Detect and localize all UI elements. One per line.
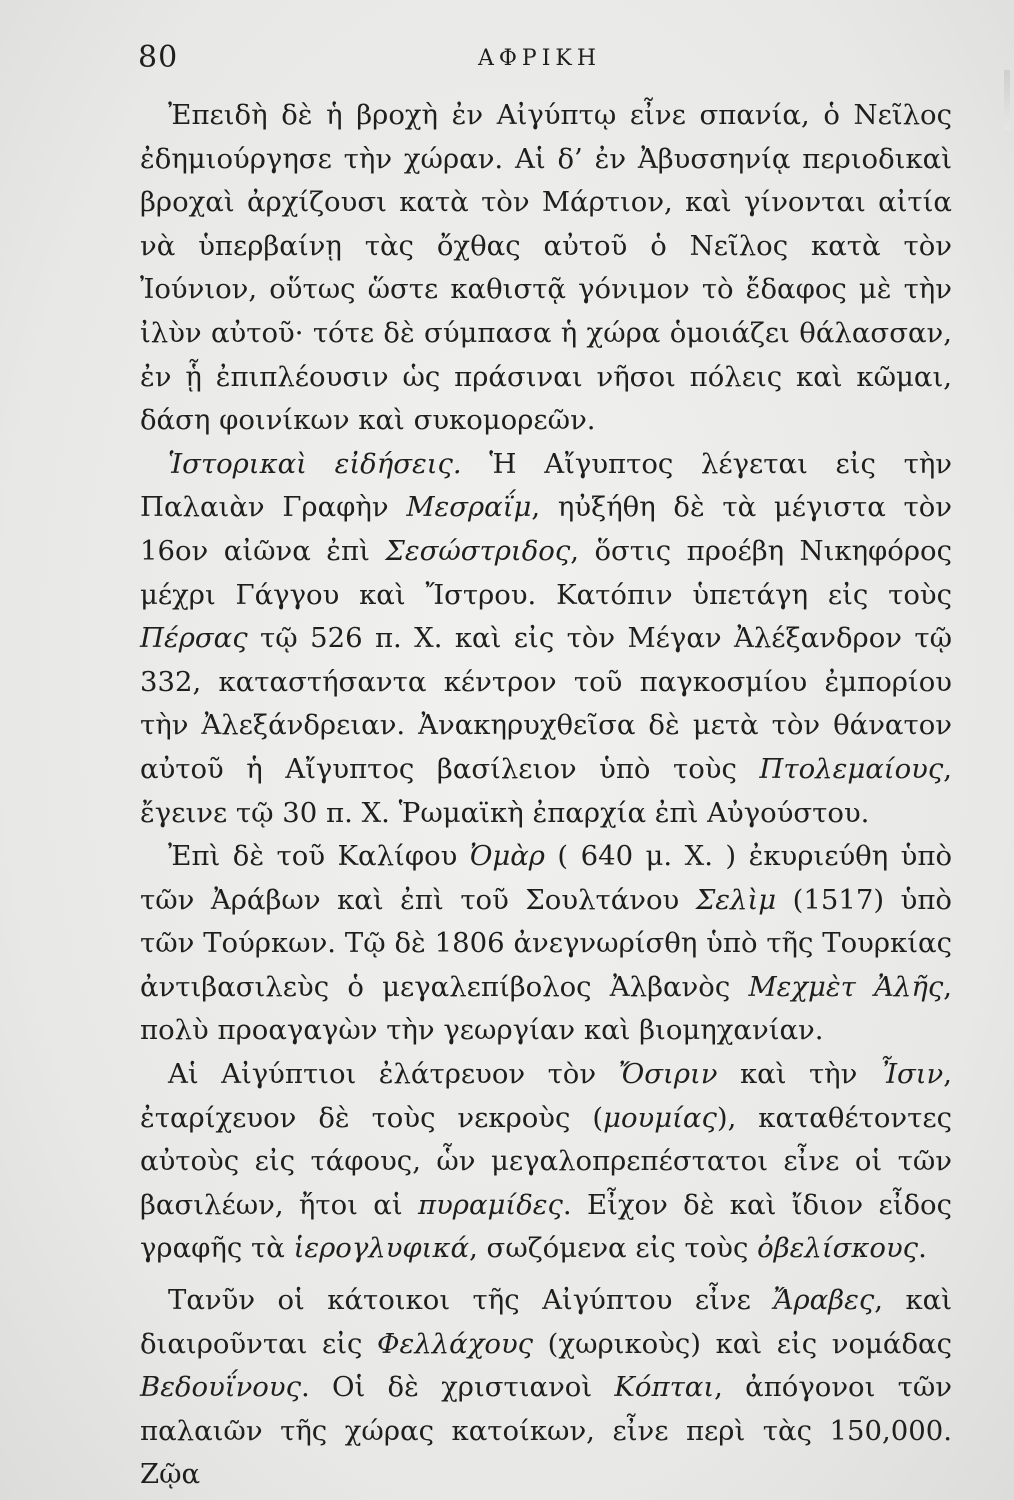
text-run: (1517) ὑπὸ τῶν Τούρκων. Τῷ δὲ 1806 ἀνεγνωρίσθη ὑπὸ τῆς Τουρκίας ἀντιβασιλεὺς ὁ μεγαλεπίβολος Ἀλβανὸς [140,883,952,1003]
body-text [140,94,952,1497]
paragraph-inhabitants [140,1279,952,1497]
text-run: τῷ 526 π. Χ. καὶ εἰς τὸν Μέγαν Ἀλέξανδρον τῷ 332, καταστήσαντα κέντρον τοῦ παγκοσμίου ἐμπορίου τὴν Ἀλεξάνδρειαν. Ἀνακηρυχθεῖσα δὲ μετὰ τὸν θάνατον αὐτοῦ ἡ Αἴγυπτος βασίλειον ὑπὸ τοὺς [140,622,952,785]
italic-term: Σελὶμ [695,883,777,916]
text-run: Τανῦν οἱ κάτοικοι τῆς Αἰγύπτου εἶνε [168,1284,774,1317]
italic-term: Ἱστορικαὶ εἰδήσεις. [168,447,462,480]
text-run: , ἔγεινε τῷ 30 π. Χ. Ῥωμαϊκὴ ἐπαρχία ἐπὶ Αὐγούστου. [140,752,952,829]
italic-term: Βεδουΐνους [140,1371,301,1404]
text-run: Ἐπειδὴ δὲ ἡ βροχὴ ἐν Αἰγύπτῳ εἶνε σπανία, ὁ Νεῖλος ἐδημιούργησε τὴν χώραν. Αἱ δ’ ἐν Ἀβυσσηνίᾳ περιοδικαὶ βροχαὶ ἀρχίζουσι κατὰ τὸν Μάρτιον, καὶ γίνονται αἰτία νὰ ὑπερβαίνῃ τὰς ὄχθας αὐτοῦ ὁ Νεῖλος κατὰ τὸν Ἰούνιον, οὕτως ὥστε καθιστᾷ γόνιμον τὸ ἔδαφος μὲ τὴν ἰλὺν αὐτοῦ· τότε δὲ σύμπασα ἡ χώρα ὁμοιάζει θάλασσαν, ἐν ᾗ ἐπιπλέουσιν ὡς πράσιναι νῆσοι πόλεις καὶ κῶμαι, δάση φοινίκων καὶ συκομορεῶν. [140,99,952,437]
page-edge-shadow [1004,70,1010,130]
italic-term: Σεσώστριδος [385,534,571,567]
text-run: Ἡ Αἴγυπτος λέγεται εἰς τὴν Παλαιὰν Γραφὴν [140,447,953,524]
italic-term: Κόπται [614,1371,715,1404]
italic-term: ἱερογλυφικά [293,1232,470,1265]
italic-term: Ἄραβες [773,1284,875,1317]
text-run: , ηὐξήθη δὲ τὰ μέγιστα τὸν 16ον αἰῶνα ἐπὶ [140,491,953,567]
text-run: Ἐπὶ δὲ τοῦ Καλίφου [168,840,470,873]
italic-term: Μεσραΐμ [406,491,532,524]
paragraph-historical-notes [140,443,952,835]
italic-term: πυραμίδες [418,1188,563,1221]
text-run: , ὅστις προέβη Νικηφόρος μέχρι Γάγγου καὶ Ἴστρου. Κατόπιν ὑπετάγη εἰς τοὺς [140,534,952,611]
text-run: . Οἱ δὲ χριστιανοὶ [300,1371,615,1404]
running-header [138,40,958,80]
italic-term: Φελλάχους [377,1327,534,1360]
italic-term: Ὄσιριν [618,1058,718,1091]
italic-term: Ὀμὰρ [469,840,545,873]
italic-term: μουμίας [603,1101,717,1134]
italic-term: Πτολεμαίους [759,752,944,785]
text-run: , ἐταρίχευον δὲ τοὺς νεκροὺς ( [140,1058,952,1134]
italic-term: Μεχμὲτ Ἀλῆς [748,970,944,1003]
text-run: , καὶ διαιροῦνται εἰς [140,1284,952,1360]
text-run: καὶ τὴν [717,1058,880,1091]
text-run: , σωζόμενα εἰς τοὺς [469,1232,758,1265]
paragraph-ancient-religion [140,1053,952,1271]
text-run: ), καταθέτοντες αὐτοὺς εἰς τάφους, ὧν μεγαλοπρεπέστατοι εἶνε οἱ τῶν βασιλέων, ἤτοι αἱ [140,1101,952,1221]
page-number: 80 [138,40,179,75]
text-run: ( 640 μ. Χ. ) ἐκυριεύθη ὑπὸ τῶν Ἀράβων καὶ ἐπὶ τοῦ Σουλτάνου [140,840,953,916]
text-run: . Εἶχον δὲ καὶ ἴδιον εἶδος γραφῆς τὰ [140,1188,952,1265]
paragraph-arab-turkish-rule [140,835,952,1053]
italic-term: Πέρσας [140,622,248,655]
paragraph-nile-floods [140,94,952,443]
text-run: , ἀπόγονοι τῶν παλαιῶν τῆς χώρας κατοίκων, εἶνε περὶ τὰς 150,000. Ζῷα [140,1371,952,1491]
running-title: ΑΦΡΙΚΗ [478,46,602,71]
italic-term: Ἶσιν [879,1058,944,1091]
text-run: , πολὺ προαγαγὼν τὴν γεωργίαν καὶ βιομηχανίαν. [140,970,952,1047]
text-run: . [918,1232,927,1265]
text-run: Αἱ Αἰγύπτιοι ἐλάτρευον τὸν [168,1058,619,1091]
italic-term: ὀβελίσκους [757,1232,919,1265]
text-run: (χωρικοὺς) καὶ εἰς νομάδας [533,1327,952,1360]
